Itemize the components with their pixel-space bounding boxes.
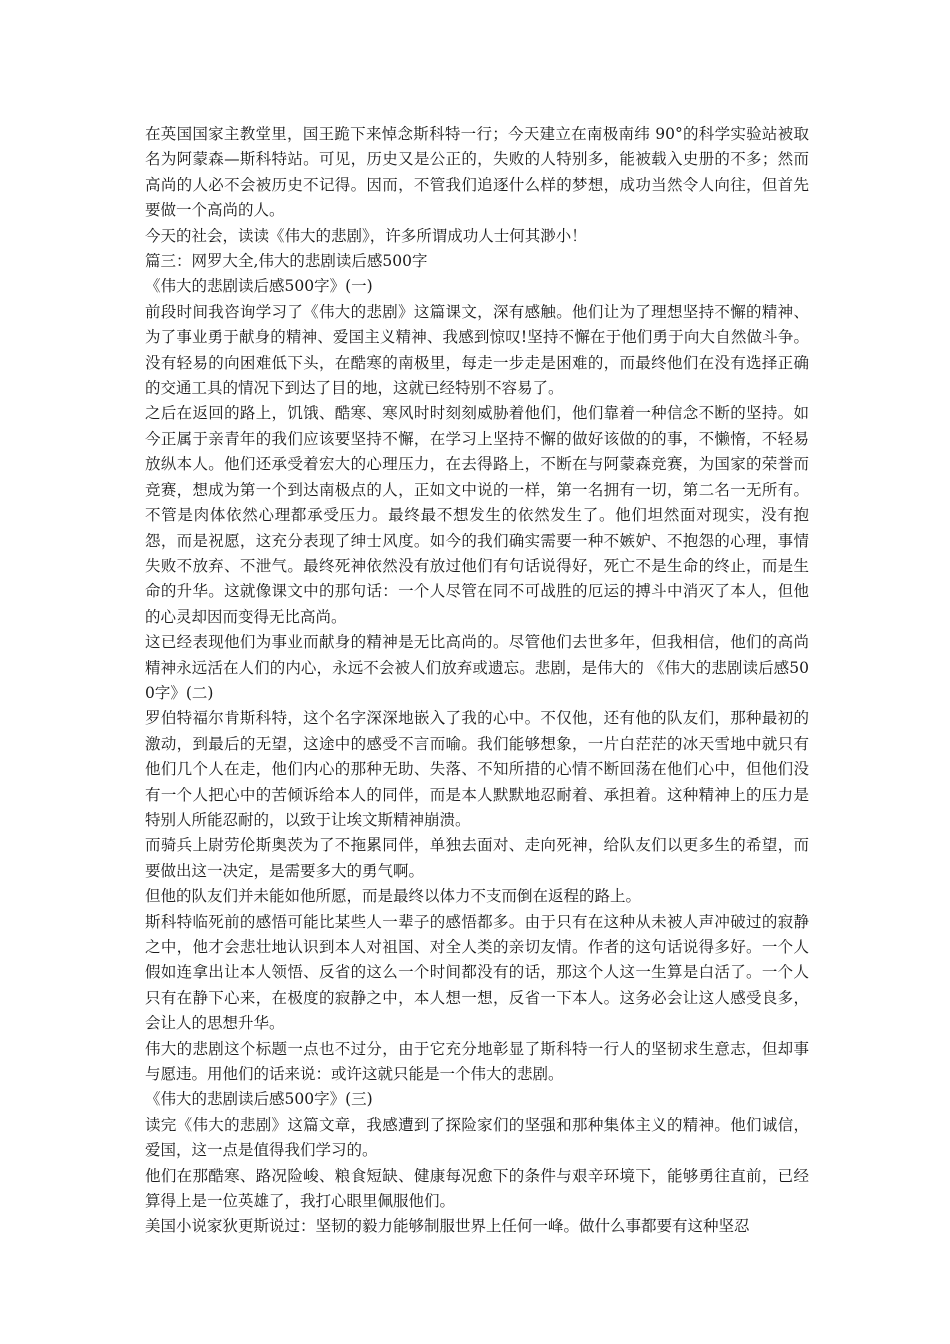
paragraph-8: 但他的队友们并未能如他所愿，而是最终以体力不支而倒在返程的路上。	[145, 887, 642, 906]
subheading-1: 《伟大的悲剧读后感500字》(一)	[145, 277, 373, 296]
subheading-3: 《伟大的悲剧读后感500字》(三)	[145, 1090, 373, 1109]
paragraph-10: 伟大的悲剧这个标题一点也不过分，由于它充分地彰显了斯科特一行人的坚韧求生意志，但却事与愿违。用他们的话来说：或许这就只能是一个伟大的悲剧。	[145, 1039, 809, 1084]
paragraph-4: 之后在返回的路上，饥饿、酷寒、寒风时时刻刻威胁着他们，他们靠着一种信念不断的坚持。如今正属于亲青年的我们应该要坚持不懈，在学习上坚持不懈的做好该做的的事，不懒惰，不轻易放纵本人。他们还承受着宏大的心理压力，在去得路上，不断在与阿蒙森竞赛，为国家的荣誉而竞赛，想成为第一个到达南极点的人，正如文中说的一样，第一名拥有一切，第二名一无所有。不管是肉体依然心理都承受压力。最终最不想发生的依然发生了。他们坦然面对现实，没有抱怨，而是祝愿，这充分表现了绅士风度。如今的我们确实需要一种不嫉妒、不抱怨的心理，事情失败不放弃、不泄气。最终死神依然没有放过他们有句话说得好，死亡不是生命的终止，而是生命的升华。这就像课文中的那句话：一个人尽管在同不可战胜的厄运的搏斗中消灭了本人，但他的心灵却因而变得无比高尚。	[145, 404, 809, 626]
paragraph-1: 在英国国家主教堂里，国王跪下来悼念斯科特一行；今天建立在南极南纬 90°的科学实验站被取名为阿蒙森—斯科特站。可见，历史又是公正的，失败的人特别多，能被载入史册的不多；然而高尚的人必不会被历史不记得。因而，不管我们追逐什么样的梦想，成功当然令人向往，但首先要做一个高尚的人。	[145, 125, 809, 220]
paragraph-2: 今天的社会，读读《伟大的悲剧》，许多所谓成功人士何其渺小！	[145, 226, 587, 245]
paragraph-5: 这已经表现他们为事业而献身的精神是无比高尚的。尽管他们去世多年，但我相信，他们的高尚精神永远活在人们的内心，永远不会被人们放弃或遗忘。悲剧，是伟大的 《伟大的悲剧读后感500字》(二)	[145, 633, 809, 702]
paragraph-11: 读完《伟大的悲剧》这篇文章，我感遭到了探险家们的坚强和那种集体主义的精神。他们诚信，爱国，这一点是值得我们学习的。	[145, 1115, 809, 1160]
paragraph-6: 罗伯特福尔肯斯科特，这个名字深深地嵌入了我的心中。不仅他，还有他的队友们，那种最初的激动，到最后的无望，这途中的感受不言而喻。我们能够想象，一片白茫茫的冰天雪地中就只有他们几个人在走，他们内心的那种无助、失落、不知所措的心情不断回荡在他们心中，但他们没有一个人把心中的苦倾诉给本人的同伴，而是本人默默地忍耐着、承担着。这种精神上的压力是特别人所能忍耐的，以致于让埃文斯精神崩溃。	[145, 709, 809, 829]
section-heading: 篇三：网罗大全,伟大的悲剧读后感500字	[145, 252, 428, 271]
paragraph-9: 斯科特临死前的感悟可能比某些人一辈子的感悟都多。由于只有在这种从未被人声冲破过的寂静之中，他才会悲壮地认识到本人对祖国、对全人类的亲切友情。作者的这句话说得多好。一个人假如连拿出让本人领悟、反省的这么一个时间都没有的话，那这个人这一生算是白活了。一个人只有在静下心来，在极度的寂静之中，本人想一想，反省一下本人。这务必会让这人感受良多，会让人的思想升华。	[145, 912, 809, 1033]
paragraph-7: 而骑兵上尉劳伦斯奥茨为了不拖累同伴，单独去面对、走向死神，给队友们以更多生的希望，而要做出这一决定，是需要多大的勇气啊。	[145, 836, 809, 880]
paragraph-12: 他们在那酷寒、路况险峻、粮食短缺、健康每况愈下的条件与艰辛环境下，能够勇往直前，已经算得上是一位英雄了，我打心眼里佩服他们。	[145, 1166, 809, 1211]
paragraph-3: 前段时间我咨询学习了《伟大的悲剧》这篇课文，深有感触。他们让为了理想坚持不懈的精神、为了事业勇于献身的精神、爱国主义精神、我感到惊叹!坚持不懈在于他们勇于向大自然做斗争。没有轻易的向困难低下头，在酷寒的南极里，每走一步走是困难的，而最终他们在没有选择正确的交通工具的情况下到达了目的地，这就已经特别不容易了。	[145, 302, 809, 398]
document-body	[145, 122, 809, 1240]
paragraph-13: 美国小说家狄更斯说过：坚韧的毅力能够制服世界上任何一峰。做什么事都要有这种坚忍	[145, 1217, 750, 1236]
